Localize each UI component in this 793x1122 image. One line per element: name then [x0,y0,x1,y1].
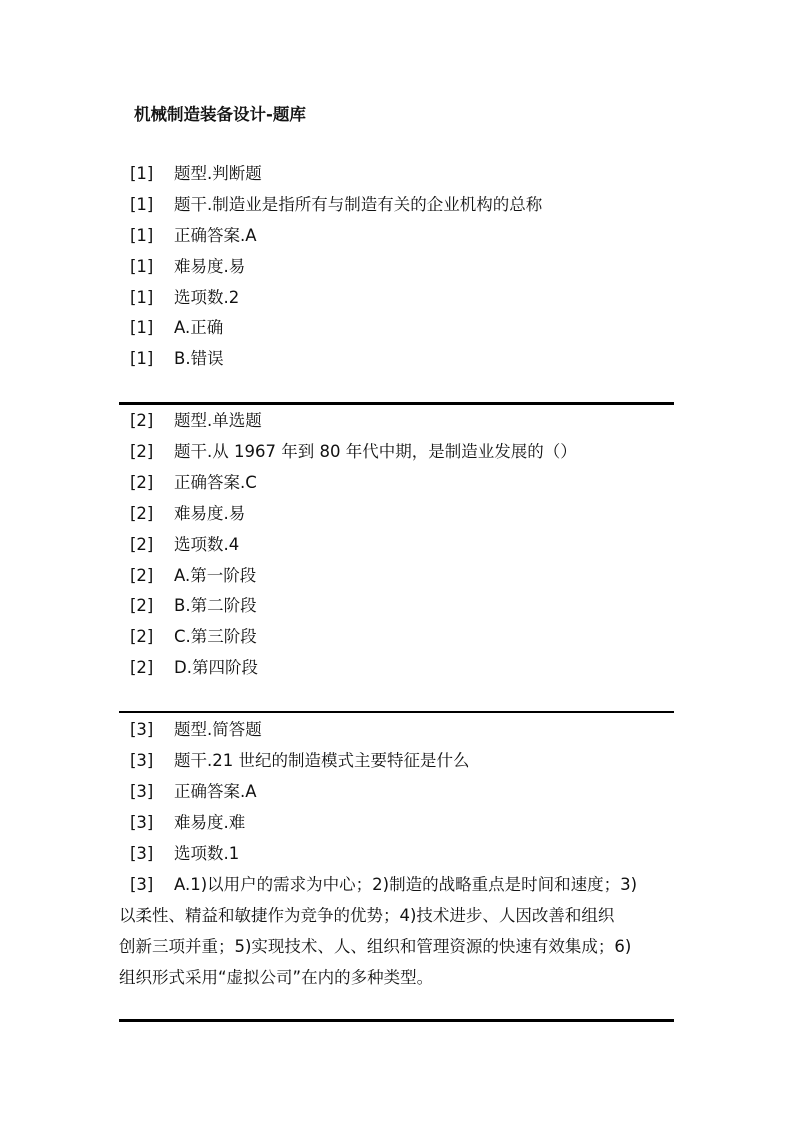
document-title: 机械制造装备设计-题库 [134,105,306,124]
question-number: [2] [130,411,154,430]
option-b: B.错误 [174,349,224,368]
question-number: [3] [130,720,154,739]
option-a: A.正确 [174,318,224,337]
difficulty: 难易度.易 [174,504,246,523]
correct-answer: 正确答案.C [174,473,257,492]
question-number: [2] [130,566,154,585]
question-number: [1] [130,226,154,245]
answer-paragraph [119,869,679,993]
answer-line: 以柔性、精益和敏捷作为竞争的优势；4)技术进步、人因改善和组织 [119,906,615,925]
option-count: 选项数.1 [174,844,240,863]
question-number: [2] [130,442,154,461]
option-a: A.第一阶段 [174,566,257,585]
question-number: [1] [130,164,154,183]
question-number: [3] [130,844,154,863]
question-number: [2] [130,658,154,677]
question-number: [2] [130,627,154,646]
answer-text: A.1)以用户的需求为中心；2)制造的战略重点是时间和速度；3) [174,875,638,894]
correct-answer: 正确答案.A [174,782,257,801]
correct-answer: 正确答案.A [174,226,257,245]
question-number: [1] [130,318,154,337]
question-number: [3] [130,782,154,801]
question-number: [2] [130,473,154,492]
question-number: [2] [130,504,154,523]
question-number: [3] [130,751,154,770]
question-number: [3] [130,875,154,894]
question-number: [1] [130,257,154,276]
answer-line: 组织形式采用“虚拟公司”在内的多种类型。 [119,968,434,987]
question-type: 题型.单选题 [174,411,262,430]
question-stem: 题干.从 1967 年到 80 年代中期，是制造业发展的（） [174,442,577,461]
option-b: B.第二阶段 [174,596,257,615]
question-number: [3] [130,813,154,832]
option-count: 选项数.4 [174,535,240,554]
question-type: 题型.简答题 [174,720,262,739]
answer-first-line [119,869,679,900]
question-stem: 题干.21 世纪的制造模式主要特征是什么 [174,751,470,770]
question-number: [1] [130,349,154,368]
question-number: [1] [130,195,154,214]
difficulty: 难易度.难 [174,813,246,832]
separator-line [119,711,674,713]
option-count: 选项数.2 [174,288,240,307]
question-stem: 题干.制造业是指所有与制造有关的企业机构的总称 [174,195,543,214]
separator-line [119,1019,674,1022]
question-number: [2] [130,535,154,554]
answer-line: 创新三项并重；5)实现技术、人、组织和管理资源的快速有效集成；6) [119,937,632,956]
option-c: C.第三阶段 [174,627,257,646]
difficulty: 难易度.易 [174,257,246,276]
question-number: [1] [130,288,154,307]
option-d: D.第四阶段 [174,658,258,677]
question-number: [2] [130,596,154,615]
question-type: 题型.判断题 [174,164,262,183]
